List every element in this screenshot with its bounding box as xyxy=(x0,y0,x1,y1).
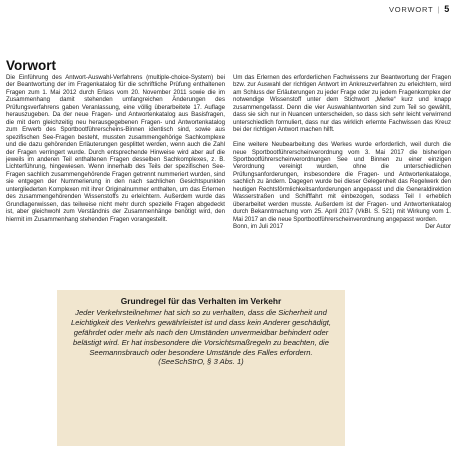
header-separator: | xyxy=(437,4,441,14)
page-number: 5 xyxy=(444,4,450,14)
page-title: Vorwort xyxy=(6,58,56,73)
rule-box-reference: (SeeSchStrO, § 3 Abs. 1) xyxy=(158,357,244,367)
running-header xyxy=(389,4,450,14)
rule-box-text: Jeder Verkehrsteilnehmer hat sich so zu verhalten, dass die Sicherheit und Leichtigkeit des Verkehrs gewährleistet ist und dass kein Anderer geschädigt, gefährdet oder mehr als nach den Umständen unvermeidbar behindert oder belästigt wird. Er hat insbesondere die Vorsichtsmaßregeln zu beachten, die Seemannsbrauch oder besondere Umstände des Falles erfordern. xyxy=(71,307,331,357)
right-paragraph-2: Eine weitere Neubearbeitung des Werkes wurde erforderlich, weil durch die neue Sportbootführerscheinverordnung vom 3. Mai 2017 die bisherigen Sportbootführerscheinverordnungen See und Binnen zu einer einzigen Verordnung vereinigt wurden, ohne die unterschiedlichen Prüfungsanforderungen, insbesondere die Fragen- und Antwortenkataloge, sachlich zu ändern. Dagegen wurde bei dieser Gelegenheit das Regelwerk den heutigen Rechtsförmlichkeitsanforderungen angepasst und die Generaldirektion Wasserstraßen und Schifffahrt mit einbezogen, sodass Teil I erheblich überarbeitet werden musste. Außerdem ist der Fragen- und Antwortenkatalog durch Bekanntmachung vom 25. April 2017 (VkBl. S. 521) mit Wirkung vom 1. Mai 2017 an die neue Sportbootführerscheinverordnung angepasst worden. xyxy=(233,141,451,223)
signature-line xyxy=(233,223,451,230)
rule-box-title: Grundregel für das Verhalten im Verkehr xyxy=(120,296,282,306)
left-text-column xyxy=(6,74,225,223)
right-text-column xyxy=(233,74,451,231)
header-section-label: VORWORT xyxy=(388,4,434,14)
right-paragraph-1: Um das Erlernen des erforderlichen Fachwissens zur Beantwortung der Fragen bzw. zur Auswahl der richtigen Antwort im Ankreuzverfahren zu erleichtern, wird am Schluss der Erläuterungen zu jeder Frage oder zu jedem Fragenkomplex der notwendige Wissenstoff unter dem Stichwort „Merke“ kurz und knapp zusammengefasst. Denn die vier Auswahlantworten sind zum Teil so gewählt, dass sie sich nur in Nuancen unterscheiden, so dass sich sehr leicht verwirrend unterschiedlich formuliert, dass nur das wirklich erlernte Fachwissen das Kreuz bei der richtigen Antwort machen hilft. xyxy=(233,74,451,134)
left-paragraph: Die Einführung des Antwort-Auswahl-Verfahrens (multiple-choice-System) bei der Beantwortung der im Fragenkatalog für die schriftliche Prüfung enthaltenen Fragen zum 1. Mai 2012 durch Erlass vom 20. November 2011 sowie die im Zusammenhang damit stehenden umfangreichen Änderungen des Prüfungsverfahrens gaben Veranlassung, eine völlig überarbeitete 17. Auflage herauszugeben. Da der neue Fragen- und Antwortenkatalog aus Basisfragen, die mit dem gleichzeitig neu herausgegebenen Fragen- und Antwortenkatalog zum Erwerb des Sportbootführerscheins-Binnen identisch sind, sowie aus spezifischen See-Fragen besteht, mussten zusammengehörige Sachkomplexe und die dazu gehörenden Erläuterungen gesplittet werden, wenn auch die Zahl der Fragen verringert wurde. Durch entsprechende Hinweise wird aber auf die jeweils im anderen Teil enthaltenen Fragen desselben Sachkomplexes, z. B. Lichterführung, hingewiesen. Wenn innerhalb des Teils der spezifischen See-Fragen sachlich zusammengehörende Fragen getrennt nummeriert wurden, sind sie entgegen der Nummerierung in den nach sachlichen Gesichtspunkten untergliederten Komplexen mit ihrer Originalnummer enthalten, um das Erlernen des zusammengehörenden Wissenstoffs zu erleichtern. Außerdem wurde das Grundlagenwissen, das teilweise nicht mehr durch spezielle Fragen abgedeckt ist, aber gleichwohl zum Verständnis der Zusammenhänge benötigt wird, den hiermit im Zusammenhang stehenden Fragen vorangestellt. xyxy=(6,74,225,223)
place-date: Bonn, im Juli 2017 xyxy=(233,223,284,231)
rule-box xyxy=(57,290,345,446)
author: Der Autor xyxy=(425,223,451,231)
